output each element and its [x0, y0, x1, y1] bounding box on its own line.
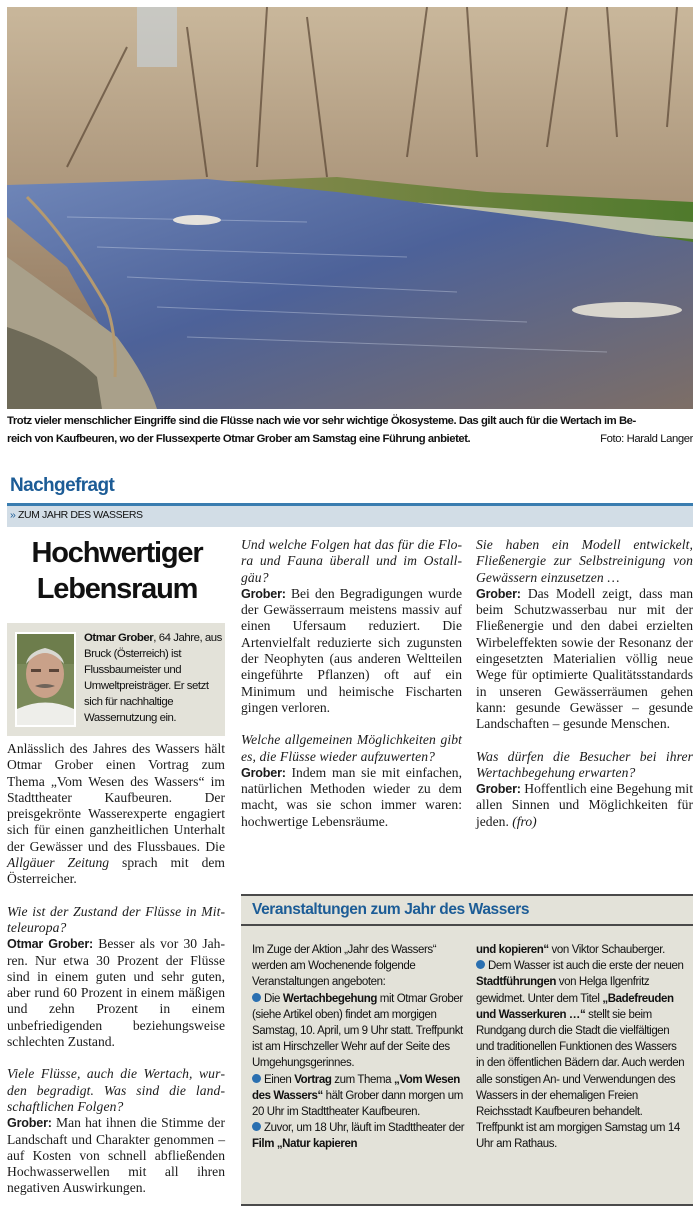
- question-1: Wie ist der Zustand der Flüsse in Mitteleuropa?: [7, 903, 225, 935]
- speaker-label: Grober:: [241, 765, 286, 780]
- answer-1: [7, 936, 225, 1050]
- answer-5: [476, 586, 693, 733]
- event-item-1: [252, 991, 467, 1072]
- answer-6: [476, 781, 693, 830]
- bullet-icon: [252, 993, 261, 1002]
- event-text: von Helga Ilgenfritz gewidmet. Unter dem Titel: [476, 976, 650, 1005]
- rubric-label: ZUM JAHR DES WASSERS: [17, 509, 143, 521]
- intro-text: Anlässlich des Jahres des Wassers hält Otmar Grober einen Vortrag zum Thema „Vom Wesen des Wassers“ im Stadttheater Kaufbeuren. Der preisgekrönte Wasserexperte engagiert sich für einen ganzheitlichen Unterhalt der Gewässer und des Flussbaues. Die: [7, 741, 225, 854]
- photo-credit: Foto: Harald Langer: [600, 433, 693, 445]
- bullet-icon: [252, 1074, 261, 1083]
- person-infobox: [7, 623, 225, 736]
- answer-text: Besser als vor 30 Jahren. Nur etwa 30 Prozent der Flüsse sind in einem guten und sehr guten, aber rund 60 Prozent in einem mäßigen und zehn Prozent in einem unbefriedigenden beziehungsweise schlechten Zustand.: [7, 936, 225, 1050]
- section-title: Nachgefragt: [10, 475, 115, 496]
- speaker-label: Grober:: [7, 1116, 52, 1131]
- events-title-bar: [241, 896, 693, 926]
- question-2: Viele Flüsse, auch die Wertach, wurden begradigt. Was sind die landschaftlichen Folgen?: [7, 1066, 225, 1114]
- events-box: [241, 894, 693, 1206]
- newspaper-name: Allgäuer Zeitung: [7, 855, 110, 871]
- events-title: Veranstaltungen zum Jahr des Wassers: [252, 901, 530, 918]
- answer-3: [241, 586, 462, 716]
- question-6: Was dürfen die Besucher bei ihrer Wertachbegehung erwarten?: [476, 748, 693, 780]
- portrait-illustration: [17, 634, 74, 725]
- answer-text: Bei den Begradigungen wurde der Gewässerraum meistens massiv auf einen Ufersaum reduziert. Die Artenvielfalt reduzierte sich zugunsten der Neophyten (aus anderen Weltteilen eingeführte Pflanzen) oft auf ein Minimum und heimische Fischarten gingen verloren.: [241, 585, 462, 715]
- answer-text: Indem man sie mit einfachen, natürlichen Methoden wieder zu dem macht, was sie schon immer waren: hochwertige Lebensräume.: [241, 764, 462, 829]
- portrait-photo: [15, 632, 76, 727]
- answer-text: Das Modell zeigt, dass man beim Schutzwasserbau nur mit der Fließenergie und den dabei erzielten Wirbeleffekten sowie der Resonanz der eingesetzten Materialien völlig neue Wege für optimierte Qualitätsstandards in unseren Gewässerräumen gehen kann: gesunde Gewässer – gesunde Landschaften – gesunde Menschen.: [476, 585, 693, 732]
- speaker-label: Grober:: [241, 586, 286, 601]
- event-item-3: [252, 1120, 467, 1152]
- answer-4: [241, 765, 462, 830]
- river-photo: [7, 7, 693, 409]
- event-text: Zuvor, um 18 Uhr, läuft im Stadttheater der: [264, 1122, 465, 1135]
- event-item-4: [476, 958, 686, 1152]
- events-column-1: [252, 942, 467, 1153]
- caption-line-1: Trotz vieler menschlicher Eingriffe sind die Flüsse nach wie vor sehr wichtige Ökosysteme. Das gilt auch für die Wertach im Be-: [7, 415, 636, 427]
- event-highlight: Stadtführungen: [476, 976, 556, 989]
- event-item-2: [252, 1072, 467, 1121]
- event-text: Die: [264, 992, 283, 1005]
- event-text: hält Grober dann morgen um 20 Uhr im Stadttheater Kaufbeuren.: [252, 1089, 463, 1119]
- bullet-icon: [252, 1122, 261, 1131]
- infobox-name: Otmar Grober: [84, 632, 154, 644]
- article-intro: [7, 741, 225, 888]
- event-item-3-continued: [476, 942, 686, 958]
- author-signature: (fro): [512, 813, 537, 829]
- caption-line-2: reich von Kaufbeuren, wo der Flussexperte Otmar Grober am Samstag eine Führung anbietet.: [7, 433, 471, 445]
- chevron-right-icon: »: [10, 509, 16, 521]
- headline-line-2: Lebensraum: [36, 573, 198, 605]
- event-text: Einen: [264, 1073, 295, 1086]
- event-text: zum Thema: [331, 1073, 394, 1086]
- events-intro: Im Zuge der Aktion „Jahr des Wassers“ werden am Wochenende folgende Veranstaltungen angeboten:: [252, 944, 437, 989]
- rubric: [10, 509, 143, 521]
- event-highlight: „Badefreuden und Wasserkuren …“: [476, 992, 674, 1021]
- headline-line-1: Hochwertiger: [31, 537, 203, 569]
- event-text: mit Otmar Grober (siehe Artikel oben) findet am morgigen Samstag, 10. April, um 9 Uhr statt. Treffpunkt ist am Hirschzeller Wehr auf der Seite des Umgehungsgerinnes.: [252, 992, 463, 1070]
- question-3: Und welche Folgen hat das für die Flora und Fauna überall und im Ostallgäu?: [241, 537, 462, 585]
- article-headline: [7, 535, 227, 607]
- photo-caption: [7, 412, 693, 448]
- event-text: von Viktor Schauberger.: [548, 944, 665, 956]
- infobox-description: , 64 Jahre, aus Bruck (Österreich) ist Flussbaumeister und Umweltpreisträger. Er setzt sich für nachhaltige Wassernutzung ein.: [84, 632, 222, 725]
- event-highlight: „Vom Wesen des Wassers“: [252, 1073, 460, 1102]
- event-highlight: und kopieren“: [476, 944, 549, 956]
- article-column-1: [7, 741, 225, 1197]
- question-5: Sie haben ein Modell entwickelt, Fließenergie zur Selbstreinigung von Gewässern einzusetzen …: [476, 537, 693, 585]
- speaker-label: Grober:: [476, 586, 521, 601]
- speaker-label: Grober:: [476, 782, 521, 797]
- events-column-2: [476, 942, 686, 1153]
- answer-text: Hoffentlich eine Begehung mit allen Sinnen und Möglichkeiten für jeden.: [476, 781, 693, 829]
- answer-2: [7, 1115, 225, 1196]
- event-highlight: Film „Natur kapieren: [252, 1138, 358, 1151]
- bullet-icon: [476, 960, 485, 969]
- river-photo-illustration: [7, 7, 693, 409]
- caption-line-2-row: [7, 430, 693, 448]
- article-column-3: [476, 537, 693, 830]
- question-4: Welche allgemeinen Möglichkeiten gibt es, die Flüsse wieder aufzuwerten?: [241, 732, 462, 764]
- answer-text: Man hat ihnen die Stimme der Landschaft und Charakter genommen – auf Kosten von schnell abfließenden Hochwasserwellen mit all ihren negativen Auswirkungen.: [7, 1115, 225, 1196]
- event-highlight: Vortrag: [294, 1073, 332, 1086]
- article-column-2: [241, 537, 462, 830]
- event-text: Dem Wasser ist auch die erste der neuen: [488, 960, 684, 973]
- intro-text-end: sprach mit dem Österreicher.: [7, 855, 225, 887]
- speaker-label: Otmar Grober:: [7, 937, 94, 952]
- event-highlight: Wertachbegehung: [282, 992, 377, 1005]
- infobox-text: [84, 630, 222, 727]
- event-text: stellt sie beim Rundgang durch die Stadt die vielfältigen und traditionellen Funktionen des Wassers in den öffentlichen Bädern dar. Auch werden alle sonstigen An- und Verwendungen des Wassers in der ehemaligen Freien Reichsstadt Kaufbeuren behandelt. Treffpunkt ist am morgigen Samstag um 14 Uhr am Rathaus.: [476, 1008, 685, 1151]
- rubric-bar: [7, 503, 693, 527]
